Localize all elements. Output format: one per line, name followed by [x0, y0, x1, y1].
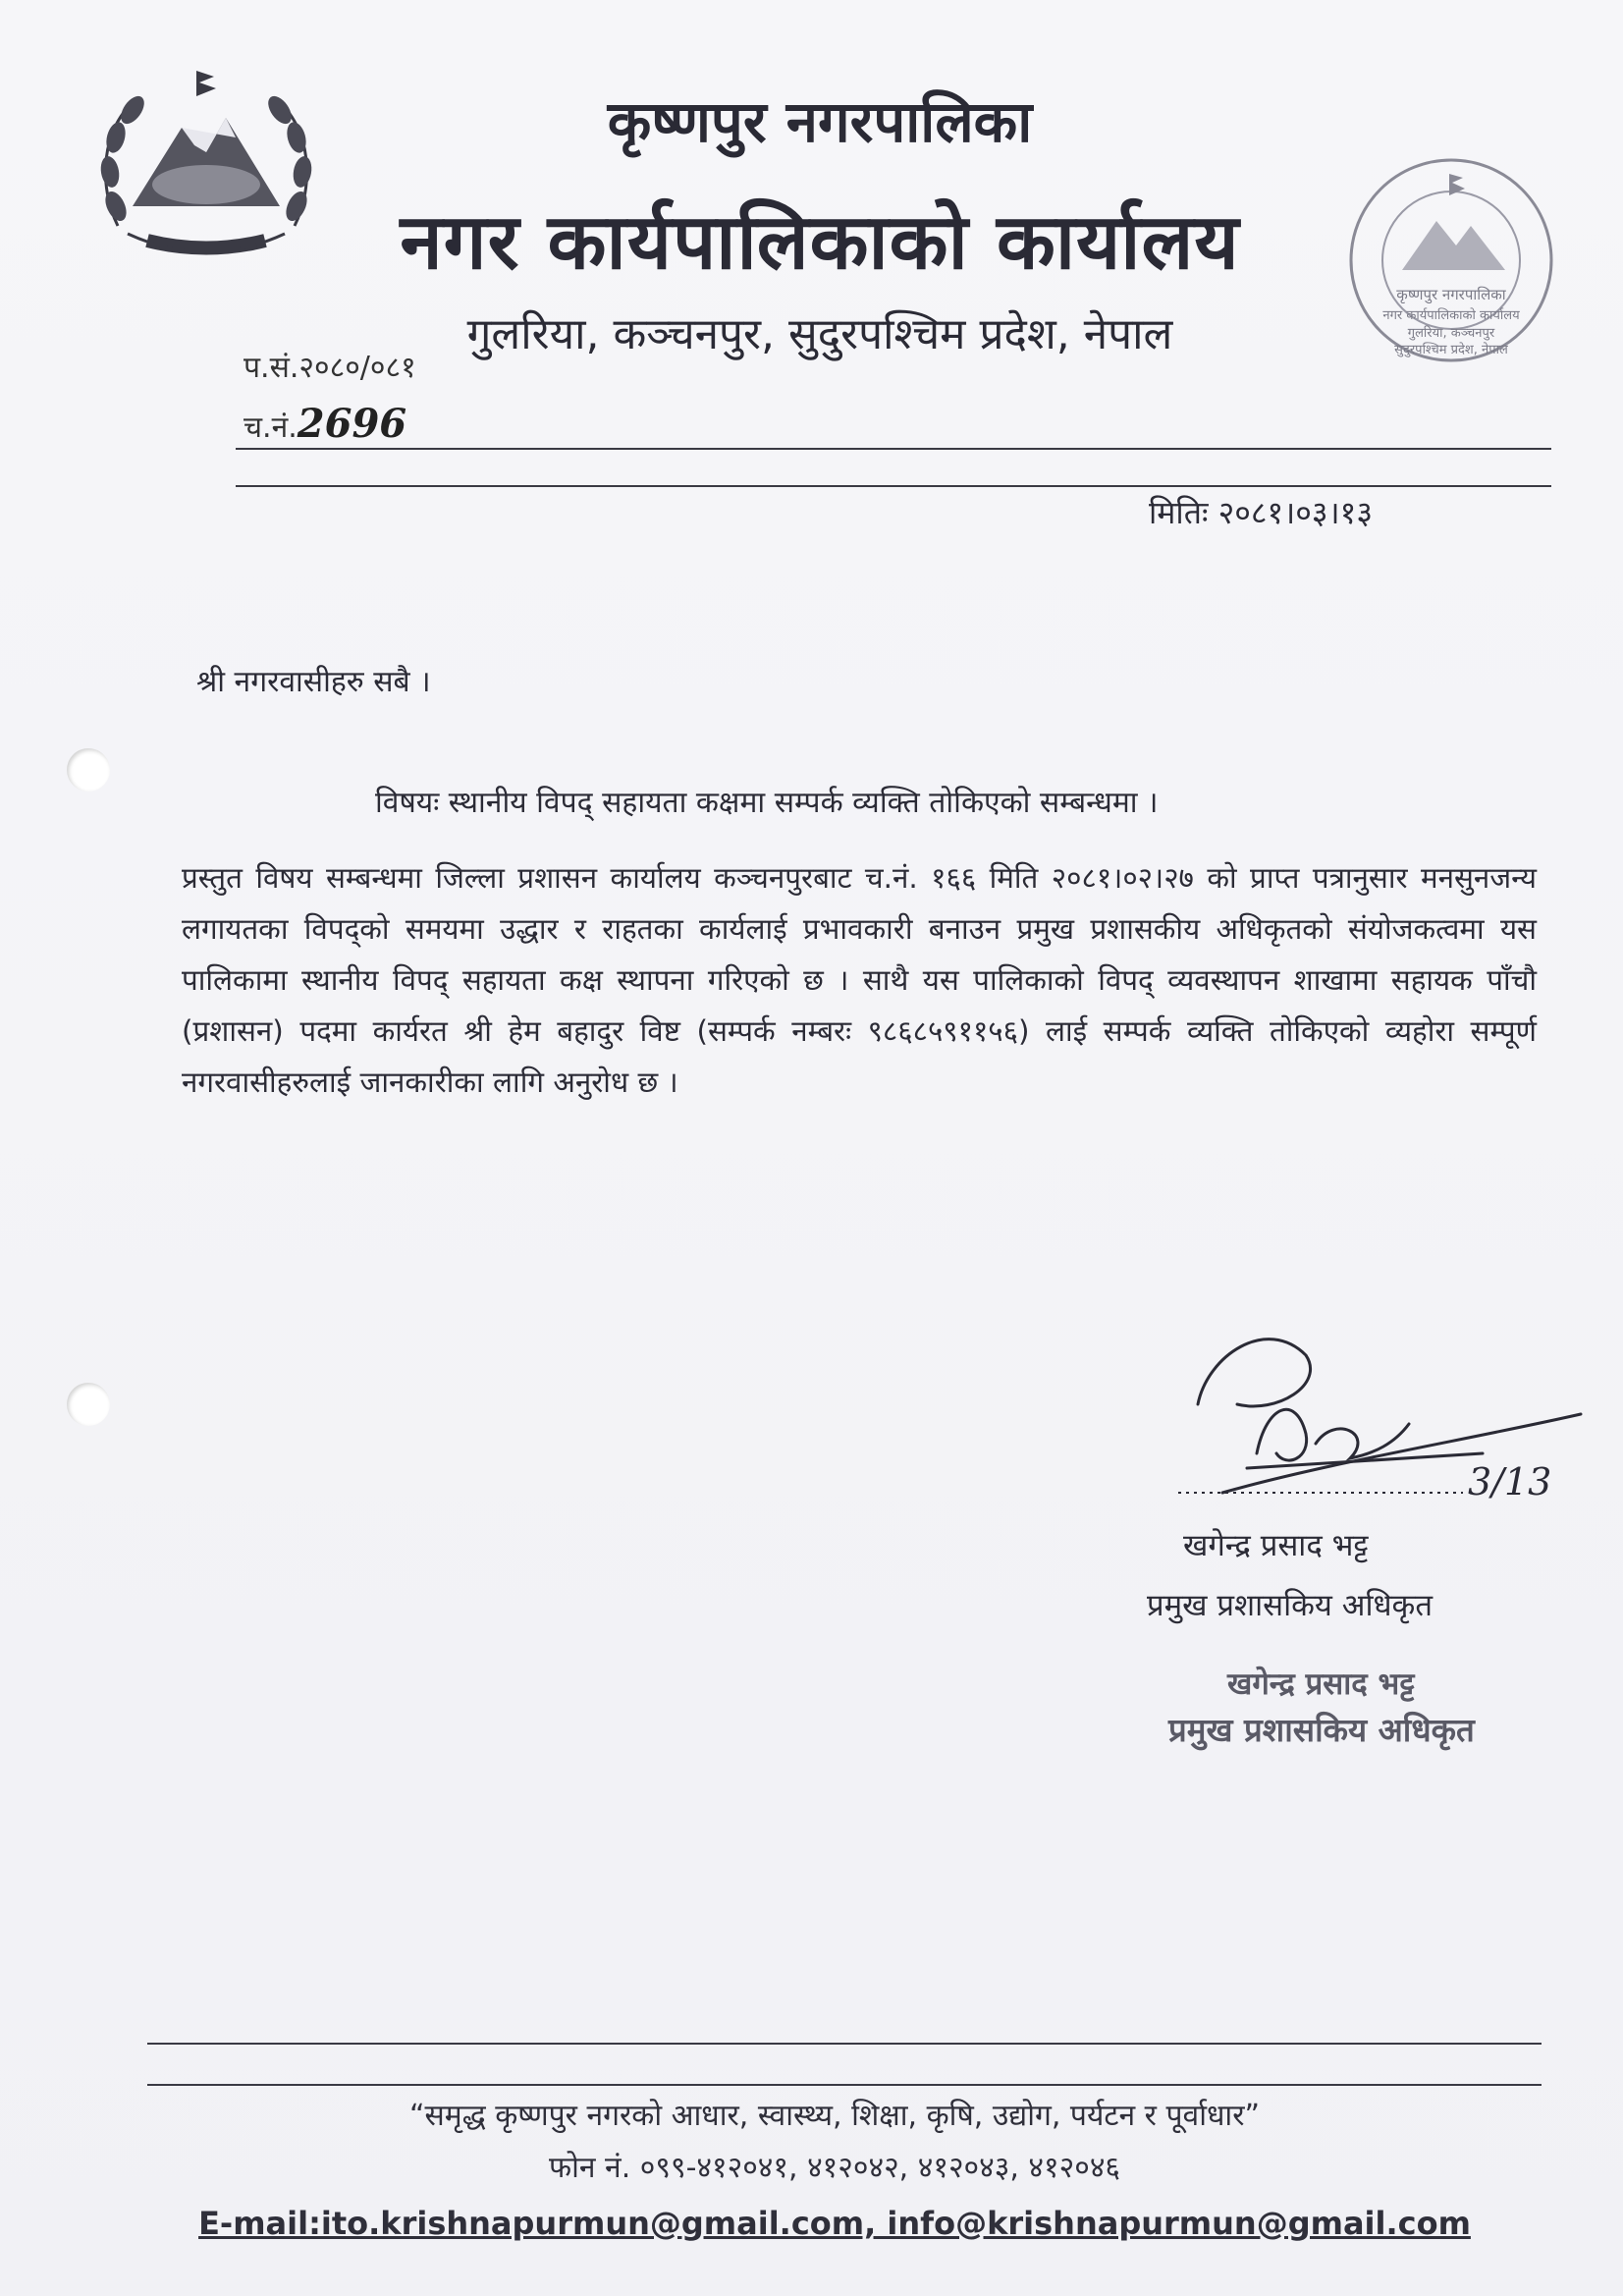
dispatch-number-label: च.नं.: [243, 410, 298, 445]
salutation: श्री नगरवासीहरु सबै ।: [196, 665, 431, 699]
municipality-name: कृष्णपुर नगरपालिका: [607, 88, 1033, 155]
seal-line-3: गुलरिया, कञ्चनपुर: [1407, 326, 1495, 341]
dispatch-number-value: 2696: [297, 401, 407, 447]
seal-line-4: सुदुरपश्चिम प्रदेश, नेपाल: [1394, 343, 1508, 357]
reference-number: प.सं.२०८०/०८१: [243, 351, 416, 385]
nepal-emblem-logo: [88, 59, 324, 270]
footer-divider: [147, 2084, 1542, 2086]
office-name: नगर कार्यपालिकाको कार्यालय: [400, 198, 1240, 287]
handwritten-signature: [1178, 1296, 1591, 1512]
seal-line-1: कृष्णपुर नगरपालिका: [1396, 286, 1506, 303]
header-divider: [236, 448, 1551, 450]
dispatch-number: [243, 401, 406, 447]
handwritten-date: 3/13: [1468, 1460, 1552, 1503]
footer-email-link[interactable]: E-mail:ito.krishnapurmun@gmail.com, info@krishnapurmun@gmail.com: [198, 2205, 1471, 2242]
punch-hole: [67, 748, 110, 792]
office-seal-stamp: [1343, 152, 1559, 368]
name-stamp: खगेन्द्र प्रसाद भट्ट: [1227, 1667, 1415, 1702]
signatory-title: प्रमुख प्रशासकिय अधिकृत: [1147, 1588, 1434, 1623]
seal-line-2: नगर कार्यपालिकाको कार्यालय: [1382, 308, 1520, 323]
header-divider: [236, 485, 1551, 487]
footer-phone: फोन नं. ०९९-४१२०४१, ४१२०४२, ४१२०४३, ४१२०४६: [548, 2151, 1121, 2185]
letter-body: प्रस्तुत विषय सम्बन्धमा जिल्ला प्रशासन कार्यालय कञ्चनपुरबाट च.नं. १६६ मिति २०८१।०२।२७ को प्राप्त पत्रानुसार मनसुनजन्य लगायतका विपद्को समयमा उद्धार र राहतका कार्यलाई प्रभावकारी बनाउन प्रमुख प्रशासकीय अधिकृतको संयोजकत्वमा यस पालिकामा स्थानीय विपद् सहायता कक्ष स्थापना गरिएको छ । साथै यस पालिकाको विपद् व्यवस्थापन शाखामा सहायक पाँचौ (प्रशासन) पदमा कार्यरत श्री हेम बहादुर विष्ट (सम्पर्क नम्बरः ९८६८५९११५६) लाई सम्पर्क व्यक्ति तोकिएको व्यहोरा सम्पूर्ण नगरवासीहरुलाई जानकारीका लागि अनुरोध छ ।: [182, 861, 1537, 1099]
footer-divider: [147, 2043, 1542, 2045]
title-stamp: प्रमुख प्रशासकिय अधिकृत: [1168, 1711, 1475, 1749]
office-address: गुलरिया, कञ्चनपुर, सुदुरपश्चिम प्रदेश, नेपाल: [466, 309, 1173, 359]
punch-hole: [67, 1383, 110, 1426]
footer-motto: “समृद्ध कृष्णपुर नगरको आधार, स्वास्थ्य, शिक्षा, कृषि, उद्योग, पर्यटन र पूर्वाधार”: [408, 2099, 1260, 2133]
signatory-name: खगेन्द्र प्रसाद भट्ट: [1183, 1528, 1369, 1563]
letter-date: मितिः २०८१।०३।१३: [1149, 494, 1373, 531]
subject-line: विषयः स्थानीय विपद् सहायता कक्षमा सम्पर्क व्यक्ति तोकिएको सम्बन्धमा ।: [375, 786, 1159, 820]
